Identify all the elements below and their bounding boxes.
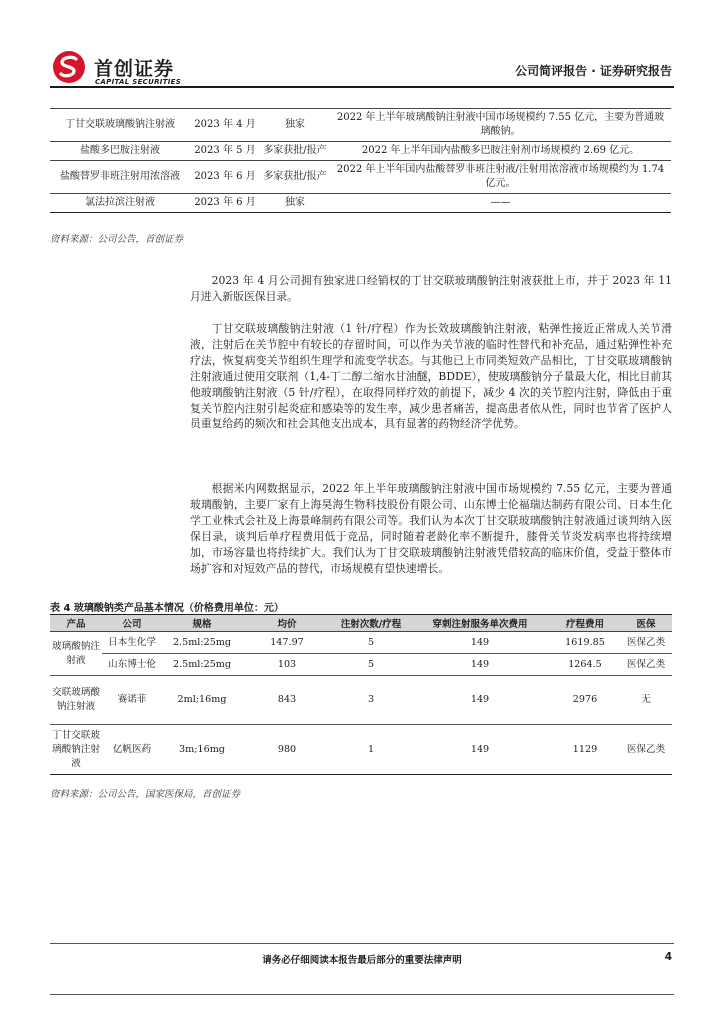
table-row [50,194,671,213]
header-product: 产品 [50,615,102,632]
hyaluronate-product-table [50,614,672,775]
insurance-cell: 医保乙类 [620,654,672,676]
header-divider [50,86,674,88]
body-paragraph: 2023 年 4 月公司拥有独家进口经销权的丁甘交联玻璃酸钠注射液获批上市，并于 2023 年 11 月进入新版医保目录。 [190,274,672,303]
course-fee-cell: 1619.85 [550,632,620,654]
injections-cell: 5 [332,654,410,676]
date-cell: 2023 年 5 月 [190,142,260,161]
note-cell: 2022 年上半年国内盐酸多巴胺注射剂市场规模约 2.69 亿元。 [330,142,671,161]
company-cell: 日本生化学 [102,632,162,654]
header-injections: 注射次数/疗程 [332,615,410,632]
capital-securities-logo-icon [52,50,86,84]
status-cell: 多家获批/报产 [260,161,330,194]
footer-divider [50,943,674,944]
table-row [50,161,671,194]
table-row [50,632,672,654]
header-company: 公司 [102,615,162,632]
note-cell: 2022 年上半年国内盐酸替罗非班注射液/注射用浓溶液市场规模约为 1.74 亿元。 [330,161,671,194]
body-paragraph: 根据米内网数据显示，2022 年上半年玻璃酸钠注射液中国市场规模约 7.55 亿元，主要为普通玻璃酸钠，主要厂家有上海昊海生物科技股份有限公司、山东博士伦福瑞达制药有限公司、日本生化学工业株式会社及上海景峰制药有限公司等。我们认为本次丁甘交联玻璃酸钠注射液通过谈判纳入医保目录，谈判后单疗程费用低于竞品，同时随着老龄化率不断提升，膝骨关节炎发病率也将持续增加，市场容量也将持续扩大。我们认为丁甘交联玻璃酸钠注射液凭借较高的临床价值，受益于整体市场扩容和对短效产品的替代，市场规模有望快速增长。 [190,482,672,575]
insurance-cell: 医保乙类 [620,632,672,654]
table-header-row [50,615,672,632]
product-cell: 玻璃酸钠注射液 [50,632,102,676]
legal-disclaimer: 请务必仔细阅读本报告最后部分的重要法律声明 [262,955,462,966]
product-cell: 丁甘交联玻璃酸钠注射液 [50,109,190,142]
company-cell: 山东博士伦 [102,654,162,676]
table-row [50,109,671,142]
spec-cell: 2ml;16mg [162,676,242,725]
body-paragraph: 丁甘交联玻璃酸钠注射液（1 针/疗程）作为长效玻璃酸钠注射液，粘弹性接近正常成人关节滑液，注射后在关节腔中有较长的存留时间，可以作为关节液的临时性替代和补充品，通过粘弹性补充疗法，恢复病变关节组织生理学和流变学状态。与其他已上市同类短效产品相比，丁甘交联玻璃酸钠注射液通过使用交联剂（1,4-丁二醇二缩水甘油醚，BDDE），使玻璃酸钠分子量最大化，相比目前其他玻璃酸钠注射液（5 针/疗程），在取得同样疗效的前提下，减少 4 次的关节腔内注射，降低由于重复关节腔内注射引起炎症和感染等的发生率，减少患者痛苦，提高患者依从性，同时也节省了医护人员重复给药的频次和社会其他支出成本，具有显著的药物经济学优势。 [190,322,672,431]
company-cell: 赛诺菲 [102,676,162,725]
price-cell: 980 [242,725,332,775]
header-price: 均价 [242,615,332,632]
company-cell: 亿帆医药 [102,725,162,775]
price-cell: 147.97 [242,632,332,654]
report-type: 公司简评报告 · 证券研究报告 [515,64,672,78]
product-cell: 盐酸多巴胺注射液 [50,142,190,161]
product-cell: 氯法拉滨注射液 [50,194,190,213]
table2-source: 资料来源：公司公告，国家医保局，首创证券 [50,789,241,800]
product-cell: 交联玻璃酸钠注射液 [50,676,102,725]
table-row [50,142,671,161]
header-course-fee: 疗程费用 [550,615,620,632]
price-cell: 103 [242,654,332,676]
insurance-cell: 无 [620,676,672,725]
bottom-divider [50,994,674,995]
insurance-cell: 医保乙类 [620,725,672,775]
brand-name-cn: 首创证券 [94,58,175,80]
injections-cell: 1 [332,725,410,775]
pipeline-table [50,108,671,213]
page-header [50,48,674,88]
note-cell: 2022 年上半年玻璃酸钠注射液中国市场规模约 7.55 亿元，主要为普通玻璃酸钠。 [330,109,671,142]
header-spec: 规格 [162,615,242,632]
date-cell: 2023 年 4 月 [190,109,260,142]
table-row [50,676,672,725]
status-cell: 独家 [260,109,330,142]
course-fee-cell: 1264.5 [550,654,620,676]
injections-cell: 3 [332,676,410,725]
status-cell: 多家获批/报产 [260,142,330,161]
page-number: 4 [664,951,672,963]
spec-cell: 3m;16mg [162,725,242,775]
service-fee-cell: 149 [410,654,550,676]
table1-source: 资料来源：公司公告，首创证券 [50,234,184,245]
status-cell: 独家 [260,194,330,213]
spec-cell: 2.5ml:25mg [162,654,242,676]
table-row [50,654,672,676]
price-cell: 843 [242,676,332,725]
brand-name-en: CAPITAL SECURITIES [95,78,182,86]
service-fee-cell: 149 [410,632,550,654]
injections-cell: 5 [332,632,410,654]
date-cell: 2023 年 6 月 [190,194,260,213]
product-cell: 盐酸替罗非班注射用浓溶液 [50,161,190,194]
spec-cell: 2.5ml:25mg [162,632,242,654]
table2-caption: 表 4 玻璃酸钠类产品基本情况（价格费用单位：元） [50,603,284,614]
product-cell: 丁甘交联玻璃酸钠注射液 [50,725,102,775]
service-fee-cell: 149 [410,676,550,725]
course-fee-cell: 1129 [550,725,620,775]
header-service-fee: 穿刺注射服务单次费用 [410,615,550,632]
course-fee-cell: 2976 [550,676,620,725]
header-insurance: 医保 [620,615,672,632]
note-cell: —— [330,194,671,213]
date-cell: 2023 年 6 月 [190,161,260,194]
service-fee-cell: 149 [410,725,550,775]
table-row [50,725,672,775]
